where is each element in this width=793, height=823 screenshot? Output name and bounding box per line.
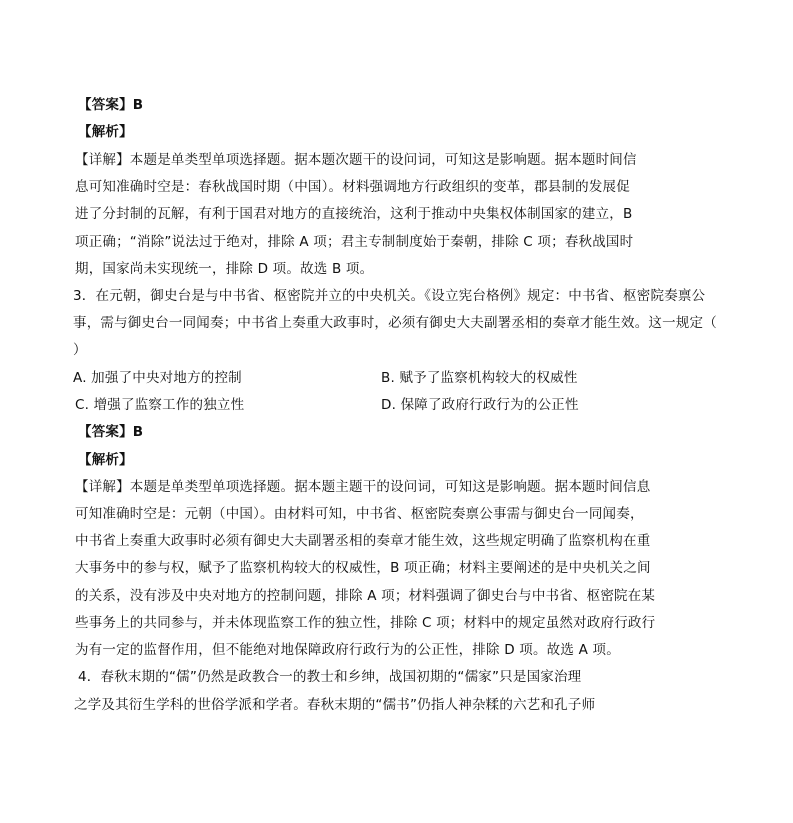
q4-stem-line: 4．春秋末期的“儒”仍然是政教合一的教士和乡绅，战国初期的“儒家”只是国家治理 — [78, 669, 582, 685]
q2-detail-line: 【详解】本题是单类型单项选择题。据本题次题干的设问词，可知这是影响题。据本题时间信 — [75, 152, 637, 168]
q3-option-c: C. 增强了监察工作的独立性 — [75, 397, 245, 413]
q3-detail-line: 些事务上的共同参与，并未体现监察工作的独立性，排除 C 项；材料中的规定虽然对政府行政行 — [75, 615, 656, 631]
q3-analysis-label: 【解析】 — [78, 452, 133, 468]
q2-detail-line: 息可知准确时空是：春秋战国时期（中国）。材料强调地方行政组织的变革，郡县制的发展促 — [75, 179, 630, 195]
q2-detail-line: 项正确；“消除”说法过于绝对，排除 A 项；君主专制制度始于秦朝，排除 C 项；春秋战国时 — [75, 234, 634, 250]
q3-detail-line: 【详解】本题是单类型单项选择题。据本题主题干的设问词，可知这是影响题。据本题时间信息 — [75, 479, 651, 495]
q3-stem-line: 3．在元朝，御史台是与中书省、枢密院并立的中央机关。《设立宪台格例》规定：中书省、枢密院奏禀公 — [73, 288, 706, 304]
q3-option-d: D. 保障了政府行政行为的公正性 — [381, 397, 579, 413]
q3-answer-label: 【答案】B — [78, 424, 144, 440]
q2-answer-label: 【答案】B — [78, 97, 144, 113]
q2-detail-line: 期，国家尚未实现统一，排除 D 项。故选 B 项。 — [75, 261, 374, 277]
q3-detail-line: 可知准确时空是：元朝（中国）。由材料可知，中书省、枢密院奏禀公事需与御史台一同闻奏， — [75, 506, 644, 522]
q3-stem-line: 事，需与御史台一同闻奏；中书省上奏重大政事时，必须有御史大夫副署丞相的奏章才能生效。这一规定（ — [73, 315, 717, 331]
q3-option-b: B. 赋予了监察机构较大的权威性 — [381, 370, 578, 386]
q3-detail-line: 大事务中的参与权，赋予了监察机构较大的权威性，B 项正确；材料主要阐述的是中央机关之间 — [75, 560, 651, 576]
q3-detail-line: 中书省上奏重大政事时必须有御史大夫副署丞相的奏章才能生效，这些规定明确了监察机构在重 — [75, 533, 651, 549]
q3-detail-line: 的关系，没有涉及中央对地方的控制问题，排除 A 项；材料强调了御史台与中书省、枢密院在某 — [75, 588, 656, 604]
q2-detail-line: 进了分封制的瓦解，有利于国君对地方的直接统治，这利于推动中央集权体制国家的建立，B — [75, 206, 633, 222]
q4-stem-line: 之学及其衍生学科的世俗学派和学者。春秋末期的“儒书”仍指人神杂糅的六艺和孔子师 — [74, 697, 596, 713]
q3-option-a: A. 加强了中央对地方的控制 — [73, 370, 242, 386]
q3-detail-line: 为有一定的监督作用，但不能绝对地保障政府行政行为的公正性，排除 D 项。故选 A 项。 — [75, 642, 620, 658]
q3-stem-line: ） — [73, 342, 87, 358]
q2-analysis-label: 【解析】 — [78, 124, 133, 140]
